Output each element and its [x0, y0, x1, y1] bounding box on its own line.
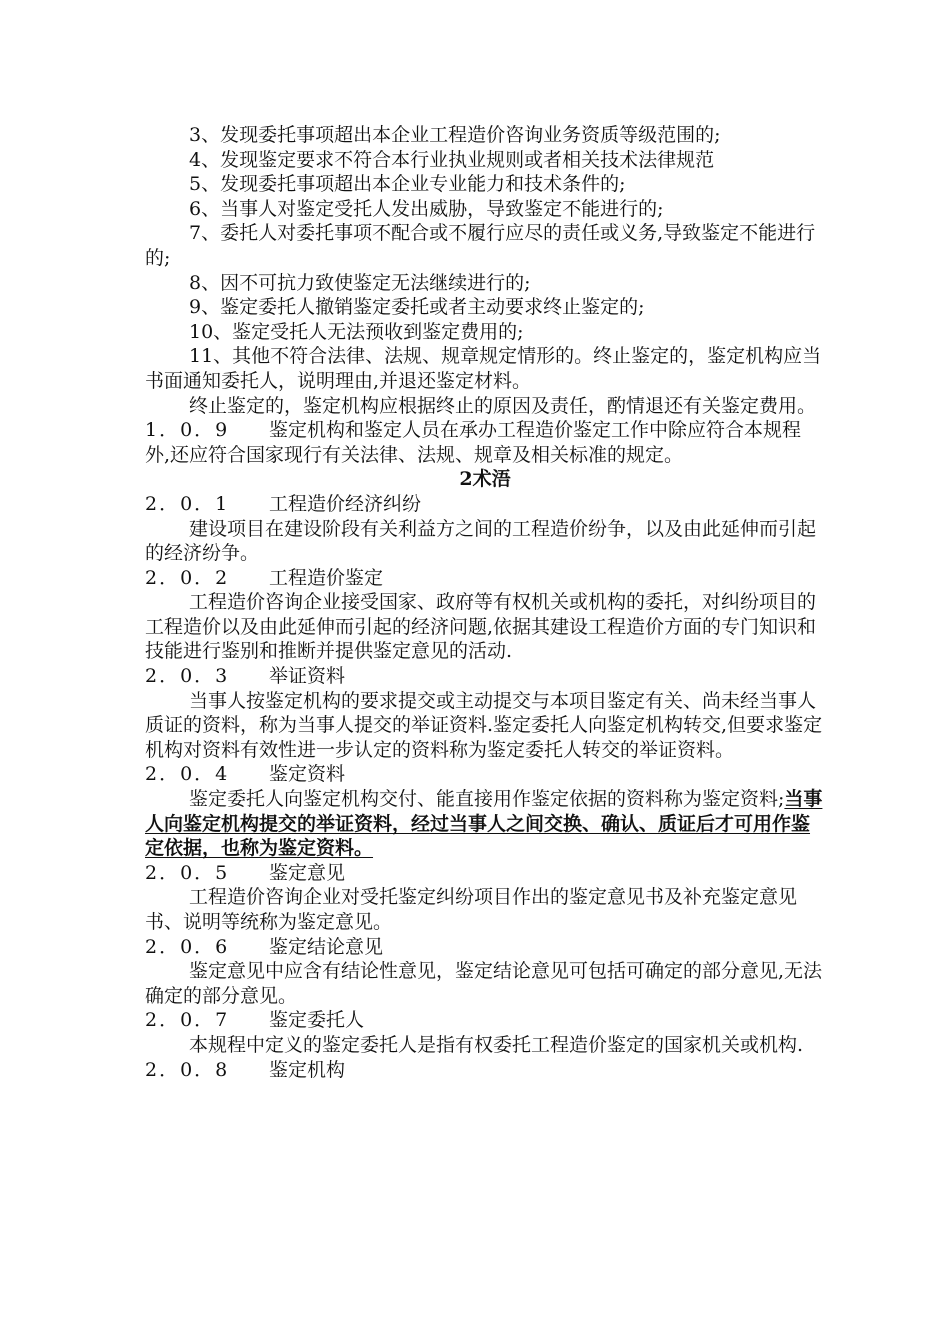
clause-number: 2．0．2: [145, 566, 230, 589]
list-item: 6、当事人对鉴定受托人发出威胁，导致鉴定不能进行的;: [189, 197, 664, 220]
term-title: 工程造价经济纠纷: [269, 492, 422, 515]
term-definition-text: 鉴定委托人向鉴定机构交付、能直接用作鉴定依据的资料称为鉴定资料;: [189, 788, 785, 811]
term-2-0-4: [145, 762, 825, 860]
term-2-0-3: [145, 664, 825, 762]
term-definition: 鉴定意见中应含有结论性意见，鉴定结论意见可包括可确定的部分意见,无法确定的部分意见。: [145, 960, 823, 1007]
term-2-0-5: [145, 861, 825, 935]
term-definition: 工程造价咨询企业接受国家、政府等有权机关或机构的委托，对纠纷项目的工程造价以及由此延伸而引起的经济问题,依据其建设工程造价方面的专门知识和技能进行鉴别和推断并提供鉴定意见的活动.: [145, 591, 817, 663]
term-title: 鉴定资料: [269, 763, 346, 786]
term-title: 鉴定意见: [269, 861, 346, 884]
term-title: 举证资料: [269, 665, 346, 688]
clause-number: 2．0．7: [145, 1009, 230, 1032]
clause-1-0-9: [145, 418, 825, 467]
clause-text: 鉴定机构和鉴定人员在承办工程造价鉴定工作中除应符合本规程外,还应符合国家现行有关法律、法规、规章及相关标准的规定。: [145, 419, 802, 466]
clause-number: 2．0．6: [145, 935, 230, 958]
clause-number: 1．0．9: [145, 419, 230, 442]
emphasized-text: 当事人向鉴定机构提交的举证资料，经过当事人之间交换、确认、质证后才可用作鉴定依据，也称为鉴定资料。: [145, 788, 823, 860]
list-item: 4、发现鉴定要求不符合本行业执业规则或者相关技术法律规范: [189, 148, 715, 171]
clause-number: 2．0．5: [145, 861, 230, 884]
clause-number: 2．0．3: [145, 665, 230, 688]
term-title: 鉴定委托人: [269, 1009, 365, 1032]
clause-number: 2．0．1: [145, 492, 230, 515]
term-2-0-6: [145, 935, 825, 1009]
term-title: 鉴定结论意见: [269, 935, 384, 958]
paragraph: 终止鉴定的，鉴定机构应根据终止的原因及责任，酌情退还有关鉴定费用。: [189, 394, 817, 417]
list-item: 3、发现委托事项超出本企业工程造价咨询业务资质等级范围的;: [189, 124, 721, 146]
list-item: 5、发现委托事项超出本企业专业能力和技术条件的;: [189, 173, 626, 196]
term-2-0-8: [145, 1058, 825, 1083]
clause-number: 2．0．8: [145, 1058, 230, 1081]
term-definition: 工程造价咨询企业对受托鉴定纠纷项目作出的鉴定意见书及补充鉴定意见书、说明等统称为鉴定意见。: [145, 886, 798, 933]
list-item: 10、鉴定受托人无法预收到鉴定费用的;: [189, 320, 524, 343]
list-item: 8、因不可抗力致使鉴定无法继续进行的;: [189, 271, 531, 294]
term-title: 工程造价鉴定: [269, 566, 384, 589]
term-2-0-1: [145, 492, 825, 566]
term-title: 鉴定机构: [269, 1058, 346, 1081]
term-definition: 建设项目在建设阶段有关利益方之间的工程造价纷争，以及由此延伸而引起的经济纷争。: [145, 517, 817, 565]
clause-number: 2．0．4: [145, 763, 230, 786]
list-item: 11、其他不符合法律、法规、规章规定情形的。终止鉴定的，鉴定机构应当书面通知委托人，说明理由,并退还鉴定材料。: [145, 345, 822, 392]
document-page: [145, 123, 825, 1082]
term-2-0-2: [145, 566, 825, 664]
term-definition: 当事人按鉴定机构的要求提交或主动提交与本项目鉴定有关、尚未经当事人质证的资料，称为当事人提交的举证资料.鉴定委托人向鉴定机构转交,但要求鉴定机构对资料有效性进一步认定的资料称为鉴定委托人转交的举证资料。: [145, 689, 823, 761]
term-definition: [145, 787, 825, 861]
section-title: 2术浯: [459, 468, 511, 491]
list-item: 7、委托人对委托事项不配合或不履行应尽的责任或义务,导致鉴定不能进行的;: [145, 222, 816, 269]
term-definition: 本规程中定义的鉴定委托人是指有权委托工程造价鉴定的国家机关或机构.: [189, 1033, 804, 1056]
term-2-0-7: [145, 1008, 825, 1057]
list-item: 9、鉴定委托人撤销鉴定委托或者主动要求终止鉴定的;: [189, 296, 645, 319]
